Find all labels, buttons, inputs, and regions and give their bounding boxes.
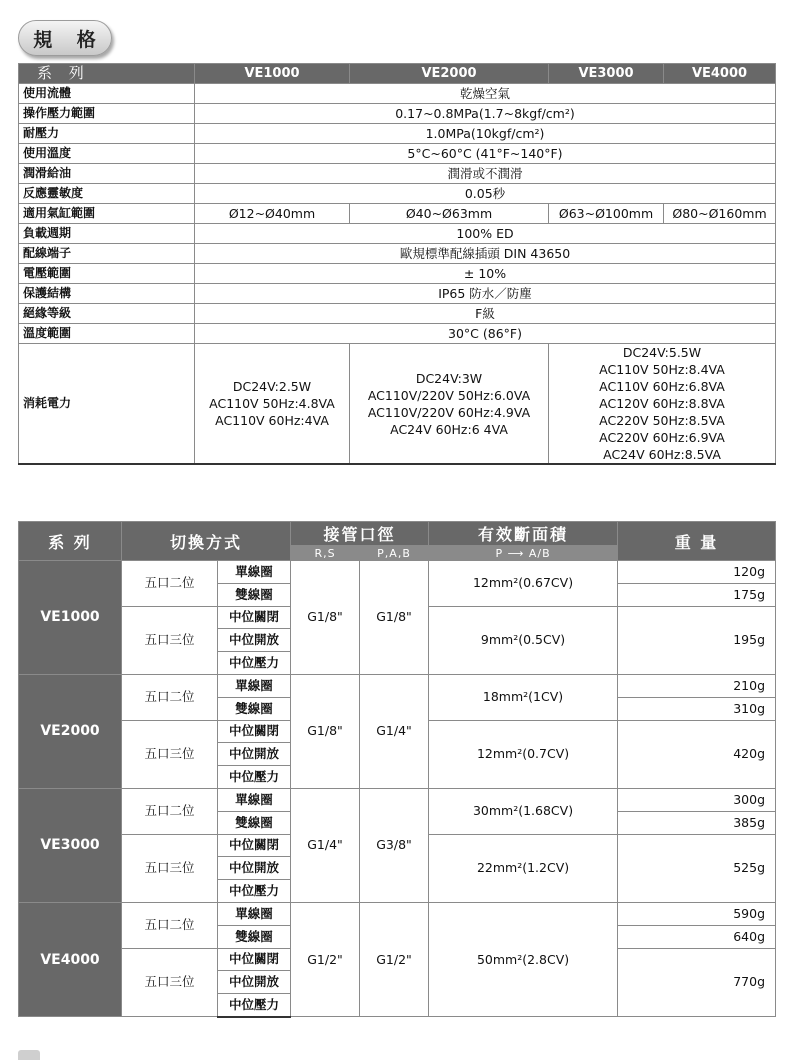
power-line: AC110V 50Hz:4.8VA: [209, 396, 335, 411]
mode-5port-3pos: 五口三位: [122, 834, 218, 902]
cylinder-range-ve4000: Ø80~Ø160mm: [664, 204, 776, 224]
spec-label: 操作壓力範圍: [19, 104, 195, 124]
spec-value: 1.0MPa(10kgf/cm²): [195, 124, 776, 144]
actuation-center-open: 中位開放: [218, 857, 291, 880]
header-port-pab: P,A,B: [360, 546, 429, 561]
spec-row: [19, 244, 776, 264]
cylinder-range-ve3000: Ø63~Ø100mm: [549, 204, 664, 224]
weight-single: 590g: [618, 902, 776, 925]
header-port-rs: R,S: [291, 546, 360, 561]
spec-label: 反應靈敏度: [19, 184, 195, 204]
power-line: AC220V 60Hz:6.9VA: [599, 430, 725, 445]
port-rs: G1/2": [291, 902, 360, 1016]
actuation-center-closed: 中位關閉: [218, 948, 291, 971]
actuation-center-pressure: 中位壓力: [218, 880, 291, 903]
area-5port-3pos: 12mm²(0.7CV): [429, 720, 618, 788]
header-area-sub: P ⟶ A/B: [429, 546, 618, 561]
header-ve3000: VE3000: [549, 64, 664, 84]
port-pab: G1/4": [360, 674, 429, 788]
page-corner-tab: [18, 1050, 40, 1060]
table-row: [19, 902, 776, 925]
header-ve2000: VE2000: [350, 64, 549, 84]
spec-row: [19, 184, 776, 204]
spec-value: ± 10%: [195, 264, 776, 284]
mode-5port-2pos: 五口二位: [122, 561, 218, 607]
mode-5port-2pos: 五口二位: [122, 674, 218, 720]
power-ve3000-ve4000: [549, 344, 776, 465]
spec-row: [19, 224, 776, 244]
series-ve4000: VE4000: [19, 902, 122, 1016]
spec-label: 耐壓力: [19, 124, 195, 144]
spec-value: 歐規標準配線插頭 DIN 43650: [195, 244, 776, 264]
header-ve1000: VE1000: [195, 64, 350, 84]
area-5port-2pos: 12mm²(0.67CV): [429, 561, 618, 607]
power-line: DC24V:3W: [415, 370, 483, 386]
cylinder-range-ve2000: Ø40~Ø63mm: [350, 204, 549, 224]
actuation-single: 單線圈: [218, 561, 291, 584]
spec-label: 使用溫度: [19, 144, 195, 164]
area-5port-3pos: 9mm²(0.5CV): [429, 606, 618, 674]
actuation-center-open: 中位開放: [218, 629, 291, 652]
power-label: 消耗電力: [19, 344, 195, 465]
spec-row: [19, 284, 776, 304]
actuation-double: 雙線圈: [218, 925, 291, 948]
spec-value: F級: [195, 304, 776, 324]
power-line: AC24V 60Hz:8.5VA: [603, 447, 721, 462]
spec-label: 使用流體: [19, 84, 195, 104]
power-line: AC220V 50Hz:8.5VA: [599, 413, 725, 428]
series-ve3000: VE3000: [19, 788, 122, 902]
spec-row: [19, 84, 776, 104]
weight-3pos: 525g: [618, 834, 776, 902]
spec-row: [19, 124, 776, 144]
power-ve2000: [350, 344, 549, 465]
spec-table: [18, 63, 776, 465]
port-rs: G1/8": [291, 674, 360, 788]
actuation-center-pressure: 中位壓力: [218, 994, 291, 1017]
spec-row: [19, 204, 776, 224]
spec-row: [19, 264, 776, 284]
header-series: 系 列: [19, 522, 122, 561]
header-weight: 重 量: [618, 522, 776, 561]
actuation-double: 雙線圈: [218, 583, 291, 606]
series-ve2000: VE2000: [19, 674, 122, 788]
series-ve1000: VE1000: [19, 561, 122, 675]
port-pab: G1/2": [360, 902, 429, 1016]
header-series: 系 列: [19, 64, 195, 84]
weight-3pos: 420g: [618, 720, 776, 788]
spec-label: 絕緣等級: [19, 304, 195, 324]
spec-label: 負載週期: [19, 224, 195, 244]
switching-table: [18, 521, 776, 1018]
actuation-double: 雙線圈: [218, 811, 291, 834]
actuation-center-open: 中位開放: [218, 971, 291, 994]
power-line: DC24V:5.5W: [622, 345, 702, 360]
section-title: 規 格: [18, 20, 112, 56]
cylinder-range-ve1000: Ø12~Ø40mm: [195, 204, 350, 224]
area-5port-2pos: 18mm²(1CV): [429, 674, 618, 720]
area-5port-3pos: 22mm²(1.2CV): [429, 834, 618, 902]
actuation-center-pressure: 中位壓力: [218, 766, 291, 789]
actuation-center-closed: 中位關閉: [218, 606, 291, 629]
weight-double: 310g: [618, 697, 776, 720]
spec-value: 30°C (86°F): [195, 324, 776, 344]
weight-double: 385g: [618, 811, 776, 834]
weight-double: 175g: [618, 583, 776, 606]
spec-label: 適用氣缸範圍: [19, 204, 195, 224]
port-pab: G3/8": [360, 788, 429, 902]
spec-row: [19, 324, 776, 344]
mode-5port-2pos: 五口二位: [122, 788, 218, 834]
power-line: AC24V 60Hz:6 4VA: [390, 421, 508, 437]
weight-single: 300g: [618, 788, 776, 811]
mode-5port-3pos: 五口三位: [122, 606, 218, 674]
spec-value: 0.05秒: [195, 184, 776, 204]
mode-5port-3pos: 五口三位: [122, 948, 218, 1017]
mode-5port-2pos: 五口二位: [122, 902, 218, 948]
spec-label: 潤滑給油: [19, 164, 195, 184]
switching-header-row: [19, 522, 776, 546]
power-ve1000: [195, 344, 350, 465]
port-rs: G1/4": [291, 788, 360, 902]
actuation-double: 雙線圈: [218, 697, 291, 720]
actuation-center-closed: 中位關閉: [218, 720, 291, 743]
power-line: AC110V 50Hz:8.4VA: [599, 362, 725, 377]
power-line: AC110V/220V 60Hz:4.9VA: [367, 404, 531, 420]
actuation-center-open: 中位開放: [218, 743, 291, 766]
weight-3pos: 770g: [618, 948, 776, 1017]
spec-label: 保護結構: [19, 284, 195, 304]
port-pab: G1/8": [360, 561, 429, 675]
actuation-center-closed: 中位關閉: [218, 834, 291, 857]
actuation-single: 單線圈: [218, 788, 291, 811]
header-switch-mode: 切換方式: [122, 522, 291, 561]
spec-header-row: [19, 64, 776, 84]
area: 50mm²(2.8CV): [429, 902, 618, 1016]
power-row: [19, 344, 776, 465]
spec-row: [19, 304, 776, 324]
table-row: [19, 561, 776, 584]
power-line: DC24V:2.5W: [232, 379, 312, 394]
table-row: [19, 674, 776, 697]
header-port-size: 接管口徑: [291, 522, 429, 546]
actuation-center-pressure: 中位壓力: [218, 652, 291, 675]
power-line: AC110V 60Hz:4VA: [215, 413, 329, 428]
spec-value: 潤滑或不潤滑: [195, 164, 776, 184]
weight-3pos: 195g: [618, 606, 776, 674]
weight-single: 210g: [618, 674, 776, 697]
spec-label: 溫度範圍: [19, 324, 195, 344]
header-effective-area: 有效斷面積: [429, 522, 618, 546]
actuation-single: 單線圈: [218, 902, 291, 925]
spec-value: 5°C~60°C (41°F~140°F): [195, 144, 776, 164]
spec-value: IP65 防水／防塵: [195, 284, 776, 304]
spec-value: 100% ED: [195, 224, 776, 244]
spec-row: [19, 144, 776, 164]
actuation-single: 單線圈: [218, 674, 291, 697]
power-line: AC110V 60Hz:6.8VA: [599, 379, 725, 394]
header-ve4000: VE4000: [664, 64, 776, 84]
area-5port-2pos: 30mm²(1.68CV): [429, 788, 618, 834]
spec-label: 配線端子: [19, 244, 195, 264]
mode-5port-3pos: 五口三位: [122, 720, 218, 788]
power-line: AC110V/220V 50Hz:6.0VA: [367, 387, 531, 403]
port-rs: G1/8": [291, 561, 360, 675]
spec-label: 電壓範圍: [19, 264, 195, 284]
spec-row: [19, 104, 776, 124]
table-row: [19, 788, 776, 811]
spec-row: [19, 164, 776, 184]
spec-value: 乾燥空氣: [195, 84, 776, 104]
spec-value: 0.17~0.8MPa(1.7~8kgf/cm²): [195, 104, 776, 124]
weight-double: 640g: [618, 925, 776, 948]
weight-single: 120g: [618, 561, 776, 584]
power-line: AC120V 60Hz:8.8VA: [599, 396, 725, 411]
